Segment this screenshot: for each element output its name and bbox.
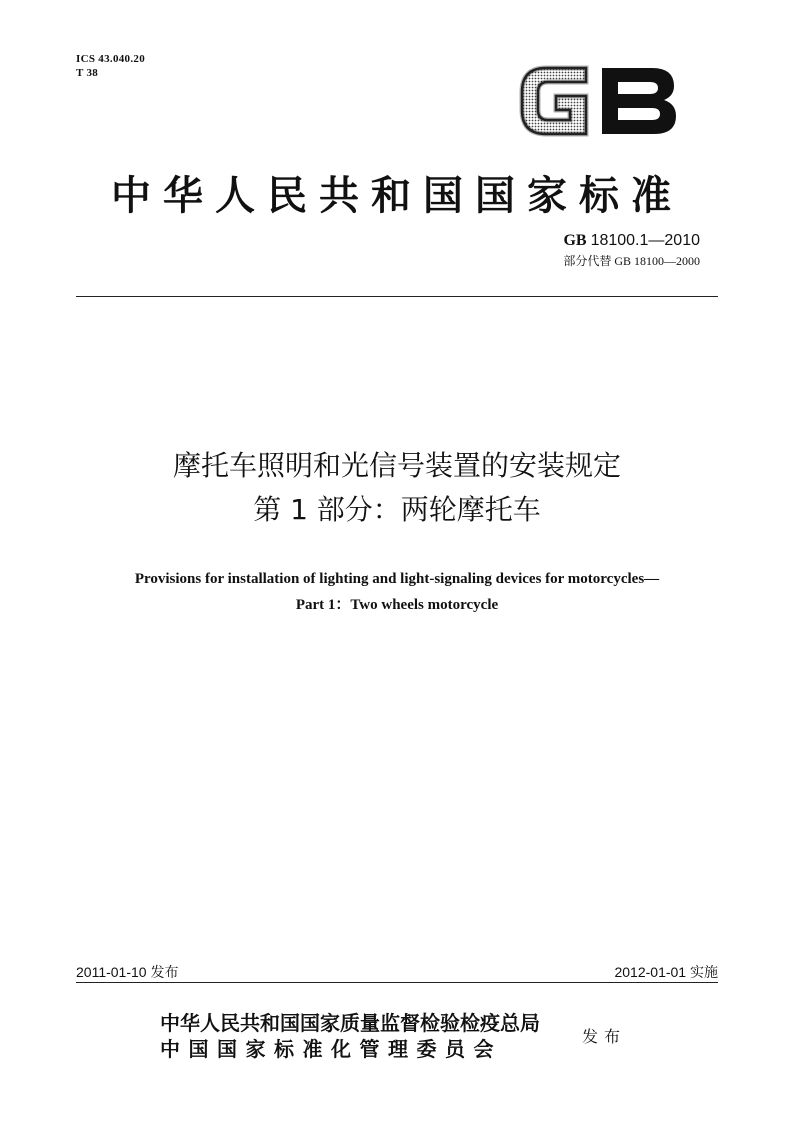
chinese-title <box>40 444 754 532</box>
replaces-note: 部分代替 GB 18100—2000 <box>563 254 700 268</box>
classification-codes <box>76 52 145 80</box>
issuer-sac: 中国国家标准化管理委员会 <box>160 1037 502 1061</box>
header-divider <box>76 296 718 297</box>
issuing-authorities <box>160 1010 540 1062</box>
standard-number-block <box>563 232 700 269</box>
standard-num: 18100.1—2010 <box>590 232 700 249</box>
english-title-line2: Part 1：Two wheels motorcycle <box>295 597 499 613</box>
issuer-aqsiq: 中华人民共和国国家质量监督检验检疫总局 <box>160 1011 540 1035</box>
chinese-title-line1: 摩托车照明和光信号装置的安装规定 <box>172 449 621 482</box>
english-title-line1: Provisions for installation of lighting and light-signaling devices for motorcycles— <box>134 571 660 587</box>
gb-logo-text: GB <box>516 62 518 63</box>
chinese-title-line2: 第 1 部分：两轮摩托车 <box>253 493 541 526</box>
standard-prefix: GB <box>563 232 587 249</box>
publish-label: 发布 <box>582 1027 627 1046</box>
standard-number <box>563 232 700 250</box>
ccs-code: T 38 <box>76 67 99 79</box>
implementation-date: 2012-01-01 实施 <box>614 964 718 980</box>
issue-date: 2011-01-10 发布 <box>76 964 179 980</box>
footer-divider <box>76 982 718 983</box>
gb-logo <box>516 62 680 140</box>
english-title <box>40 566 754 618</box>
ics-code: ICS 43.040.20 <box>76 53 145 65</box>
national-standard-title: 中华人民共和国国家标准 <box>111 172 683 219</box>
